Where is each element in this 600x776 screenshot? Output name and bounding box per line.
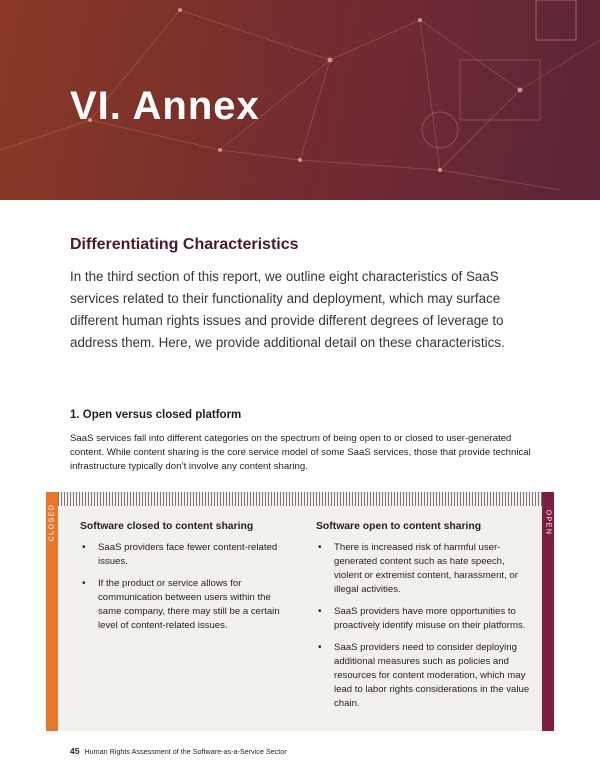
spectrum-ticks <box>58 492 542 506</box>
open-label: OPEN <box>544 509 552 535</box>
list-item: • SaaS providers have more opportunities to proactively identify misuse on their platforms. <box>318 606 526 631</box>
open-column <box>316 521 531 719</box>
bullet-icon: • <box>82 578 86 589</box>
page-footer <box>70 746 287 756</box>
report-title: Human Rights Assessment of the Software-as-a-Service Sector <box>84 747 287 756</box>
intro-paragraph: In the third section of this report, we outline eight characteristics of SaaS services related to their functionality and deployment, which may surface different human rights issues and provide different degrees of leverage to address them. Here, we provide additional detail on these characteristics. <box>70 269 505 350</box>
bullet-icon: • <box>318 642 322 653</box>
subsection-heading: 1. Open versus closed platform <box>70 409 242 421</box>
bullet-icon: • <box>82 542 86 553</box>
bullet-icon: • <box>318 542 322 553</box>
open-column-title: Software open to content sharing <box>316 521 482 532</box>
closed-bar <box>46 492 58 731</box>
list-item: • SaaS providers face fewer content-related issues. <box>82 542 278 567</box>
list-item: • There is increased risk of harmful user-generated content such as hate speech, violent or extremist content, harassment, or illegal activities. <box>318 542 518 595</box>
closed-label: CLOSED <box>48 503 56 541</box>
subsection-paragraph: SaaS services fall into different categories on the spectrum of being open to or closed to user-generated content. While content sharing is the core service model of some SaaS services, those that provide technical infrastructure typically don’t involve any content sharing. <box>70 433 531 472</box>
hero-banner <box>0 0 600 200</box>
list-item: • SaaS providers need to consider deploying additional measures such as policies and resources for content moderation, which may lead to labor rights considerations in the value chain. <box>318 642 530 709</box>
closed-column-title: Software closed to content sharing <box>80 521 254 532</box>
closed-column <box>80 521 295 641</box>
list-item: • If the product or service allows for communication between users within the same company, there may still be a certain level of content-related issues. <box>82 578 280 631</box>
chapter-title: VI. Annex <box>70 84 260 128</box>
page-number: 45 <box>70 746 80 756</box>
bullet-icon: • <box>318 606 322 617</box>
section-heading: Differentiating Characteristics <box>70 236 299 253</box>
open-bar <box>542 492 554 731</box>
